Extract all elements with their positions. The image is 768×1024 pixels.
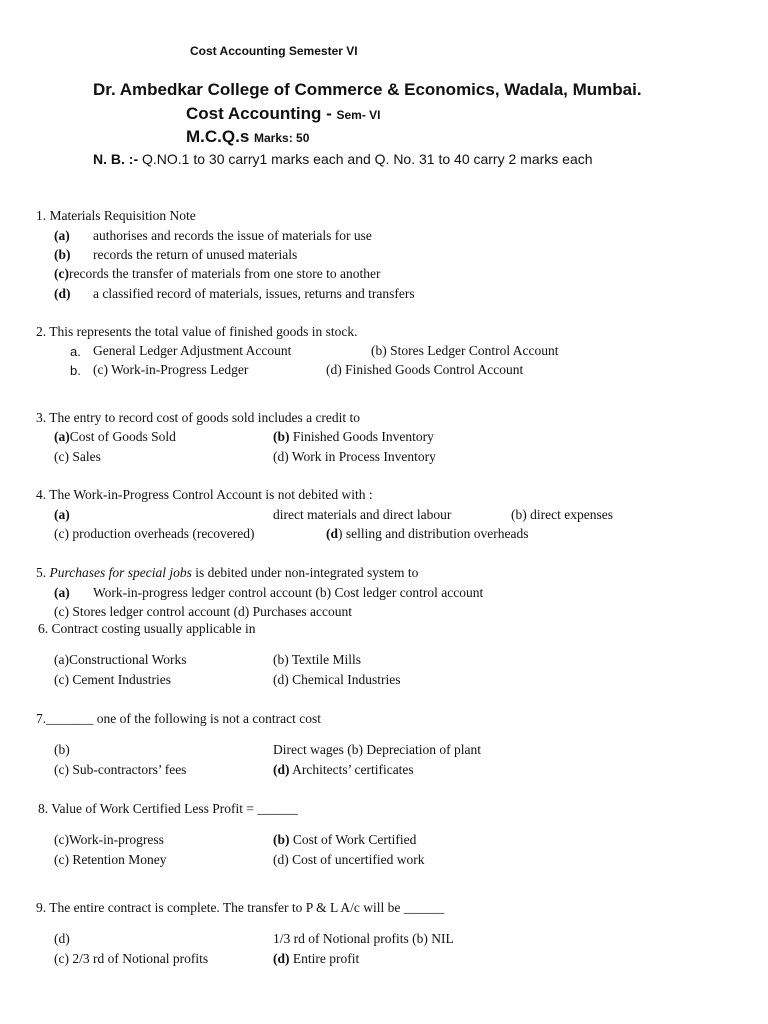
q7-option-c: (c) Sub-contractors’ fees (54, 762, 187, 777)
college-name: Dr. Ambedkar College of Commerce & Economics, Wadala, Mumbai. (93, 80, 642, 99)
q4-option-a-marker: (a) (54, 507, 70, 522)
q7-option-a-marker: (b) (54, 742, 70, 757)
q2-option-d: (d) Finished Goods Control Account (326, 362, 524, 377)
q4-option-d-text: ) selling and distribution overheads (338, 526, 529, 541)
semester-label: Sem- VI (336, 108, 381, 122)
q1-option-d-text: a classified record of materials, issues, returns and transfers (93, 286, 415, 301)
nb-note (93, 151, 593, 167)
q1-option-c-text: records the transfer of materials from one store to another (68, 266, 381, 281)
nb-label: N. B. :- (93, 151, 142, 167)
q1-option-a-text: authorises and records the issue of materials for use (93, 228, 372, 243)
q1-option-c-marker: (c) (54, 266, 69, 281)
q8-option-b-text: Cost of Work Certified (289, 832, 417, 847)
question-7-text: 7._______ one of the following is not a contract cost (36, 711, 321, 726)
q3-option-d: (d) Work in Process Inventory (273, 449, 436, 464)
q7-option-d (273, 762, 414, 778)
q4-option-c: (c) production overheads (recovered) (54, 526, 255, 541)
q8-option-d: (d) Cost of uncertified work (273, 852, 425, 867)
q7-option-a-b: Direct wages (b) Depreciation of plant (273, 742, 482, 757)
q2-option-c: (c) Work-in-Progress Ledger (93, 362, 249, 377)
q9-option-c: (c) 2/3 rd of Notional profits (54, 951, 209, 966)
q2-option-b: (b) Stores Ledger Control Account (371, 343, 559, 358)
q4-option-b: (b) direct expenses (511, 507, 613, 522)
nb-text: Q.NO.1 to 30 carry1 marks each and Q. No. 31 to 40 carry 2 marks each (142, 151, 593, 167)
q3-option-b (273, 429, 434, 445)
q4-option-d-marker: (d (326, 526, 339, 541)
q9-option-d-text: Entire profit (289, 951, 360, 966)
q5-option-a-text: Work-in-progress ledger control account (b) Cost ledger control account (93, 585, 484, 600)
q1-option-c (54, 266, 381, 282)
q6-option-c: (c) Cement Industries (54, 672, 171, 687)
q1-option-b-marker: (b) (54, 247, 71, 262)
q1-option-a-marker: (a) (54, 228, 70, 243)
question-6-text: 6. Contract costing usually applicable in (38, 621, 256, 636)
q3-option-c: (c) Sales (54, 449, 101, 464)
q5-rest: is debited under non-integrated system to (191, 565, 419, 580)
q2-line1-marker: a. (70, 344, 81, 359)
mcq-title: M.C.Q.s (186, 127, 255, 146)
q6-option-b: (b) Textile Mills (273, 652, 362, 667)
q2-line2-marker: b. (70, 363, 81, 378)
question-9-text: 9. The entire contract is complete. The transfer to P & L A/c will be ______ (36, 900, 445, 915)
q9-option-d-marker: (d) (273, 951, 290, 966)
q8-option-c: (c) Retention Money (54, 852, 167, 867)
q1-option-b-text: records the return of unused materials (93, 247, 298, 262)
question-3-text: 3. The entry to record cost of goods sold includes a credit to (36, 410, 361, 425)
q2-option-a: General Ledger Adjustment Account (93, 343, 292, 358)
q6-option-a: (a)Constructional Works (54, 652, 187, 667)
q5-option-c-d: (c) Stores ledger control account (d) Purchases account (54, 604, 353, 619)
subject-line (186, 104, 380, 124)
q7-option-d-marker: (d) (273, 762, 290, 777)
q5-option-a-marker: (a) (54, 585, 70, 600)
q5-number: 5. (36, 565, 50, 580)
document-running-header: Cost Accounting Semester VI (190, 44, 358, 58)
q5-italic-term: Purchases for special jobs (49, 565, 192, 580)
q9-option-a-marker: (d) (54, 931, 70, 946)
q4-option-d (326, 526, 528, 542)
mcq-line (186, 127, 309, 147)
q3-option-a-text: Cost of Goods Sold (69, 429, 176, 444)
question-2-text: 2. This represents the total value of finished goods in stock. (36, 324, 358, 339)
q9-option-d (273, 951, 359, 967)
q8-option-b-marker: (b) (273, 832, 290, 847)
question-4-text: 4. The Work-in-Progress Control Account is not debited with : (36, 487, 373, 502)
q7-option-d-text: Architects’ certificates (289, 762, 414, 777)
q9-option-a-b: 1/3 rd of Notional profits (b) NIL (273, 931, 454, 946)
question-8-text: 8. Value of Work Certified Less Profit = ______ (38, 801, 298, 816)
q6-option-d: (d) Chemical Industries (273, 672, 401, 687)
question-5-text (36, 565, 418, 581)
question-1-text: 1. Materials Requisition Note (36, 208, 196, 223)
q3-option-a-marker: (a) (54, 429, 70, 444)
marks-label: Marks: 50 (254, 131, 310, 145)
q4-option-a-text: direct materials and direct labour (273, 507, 452, 522)
q3-option-a (54, 429, 176, 445)
q1-option-d-marker: (d) (54, 286, 71, 301)
q8-option-b (273, 832, 416, 848)
q3-option-b-text: Finished Goods Inventory (289, 429, 434, 444)
q8-option-a: (c)Work-in-progress (54, 832, 164, 847)
subject-title: Cost Accounting - (186, 104, 337, 123)
q3-option-b-marker: (b) (273, 429, 290, 444)
